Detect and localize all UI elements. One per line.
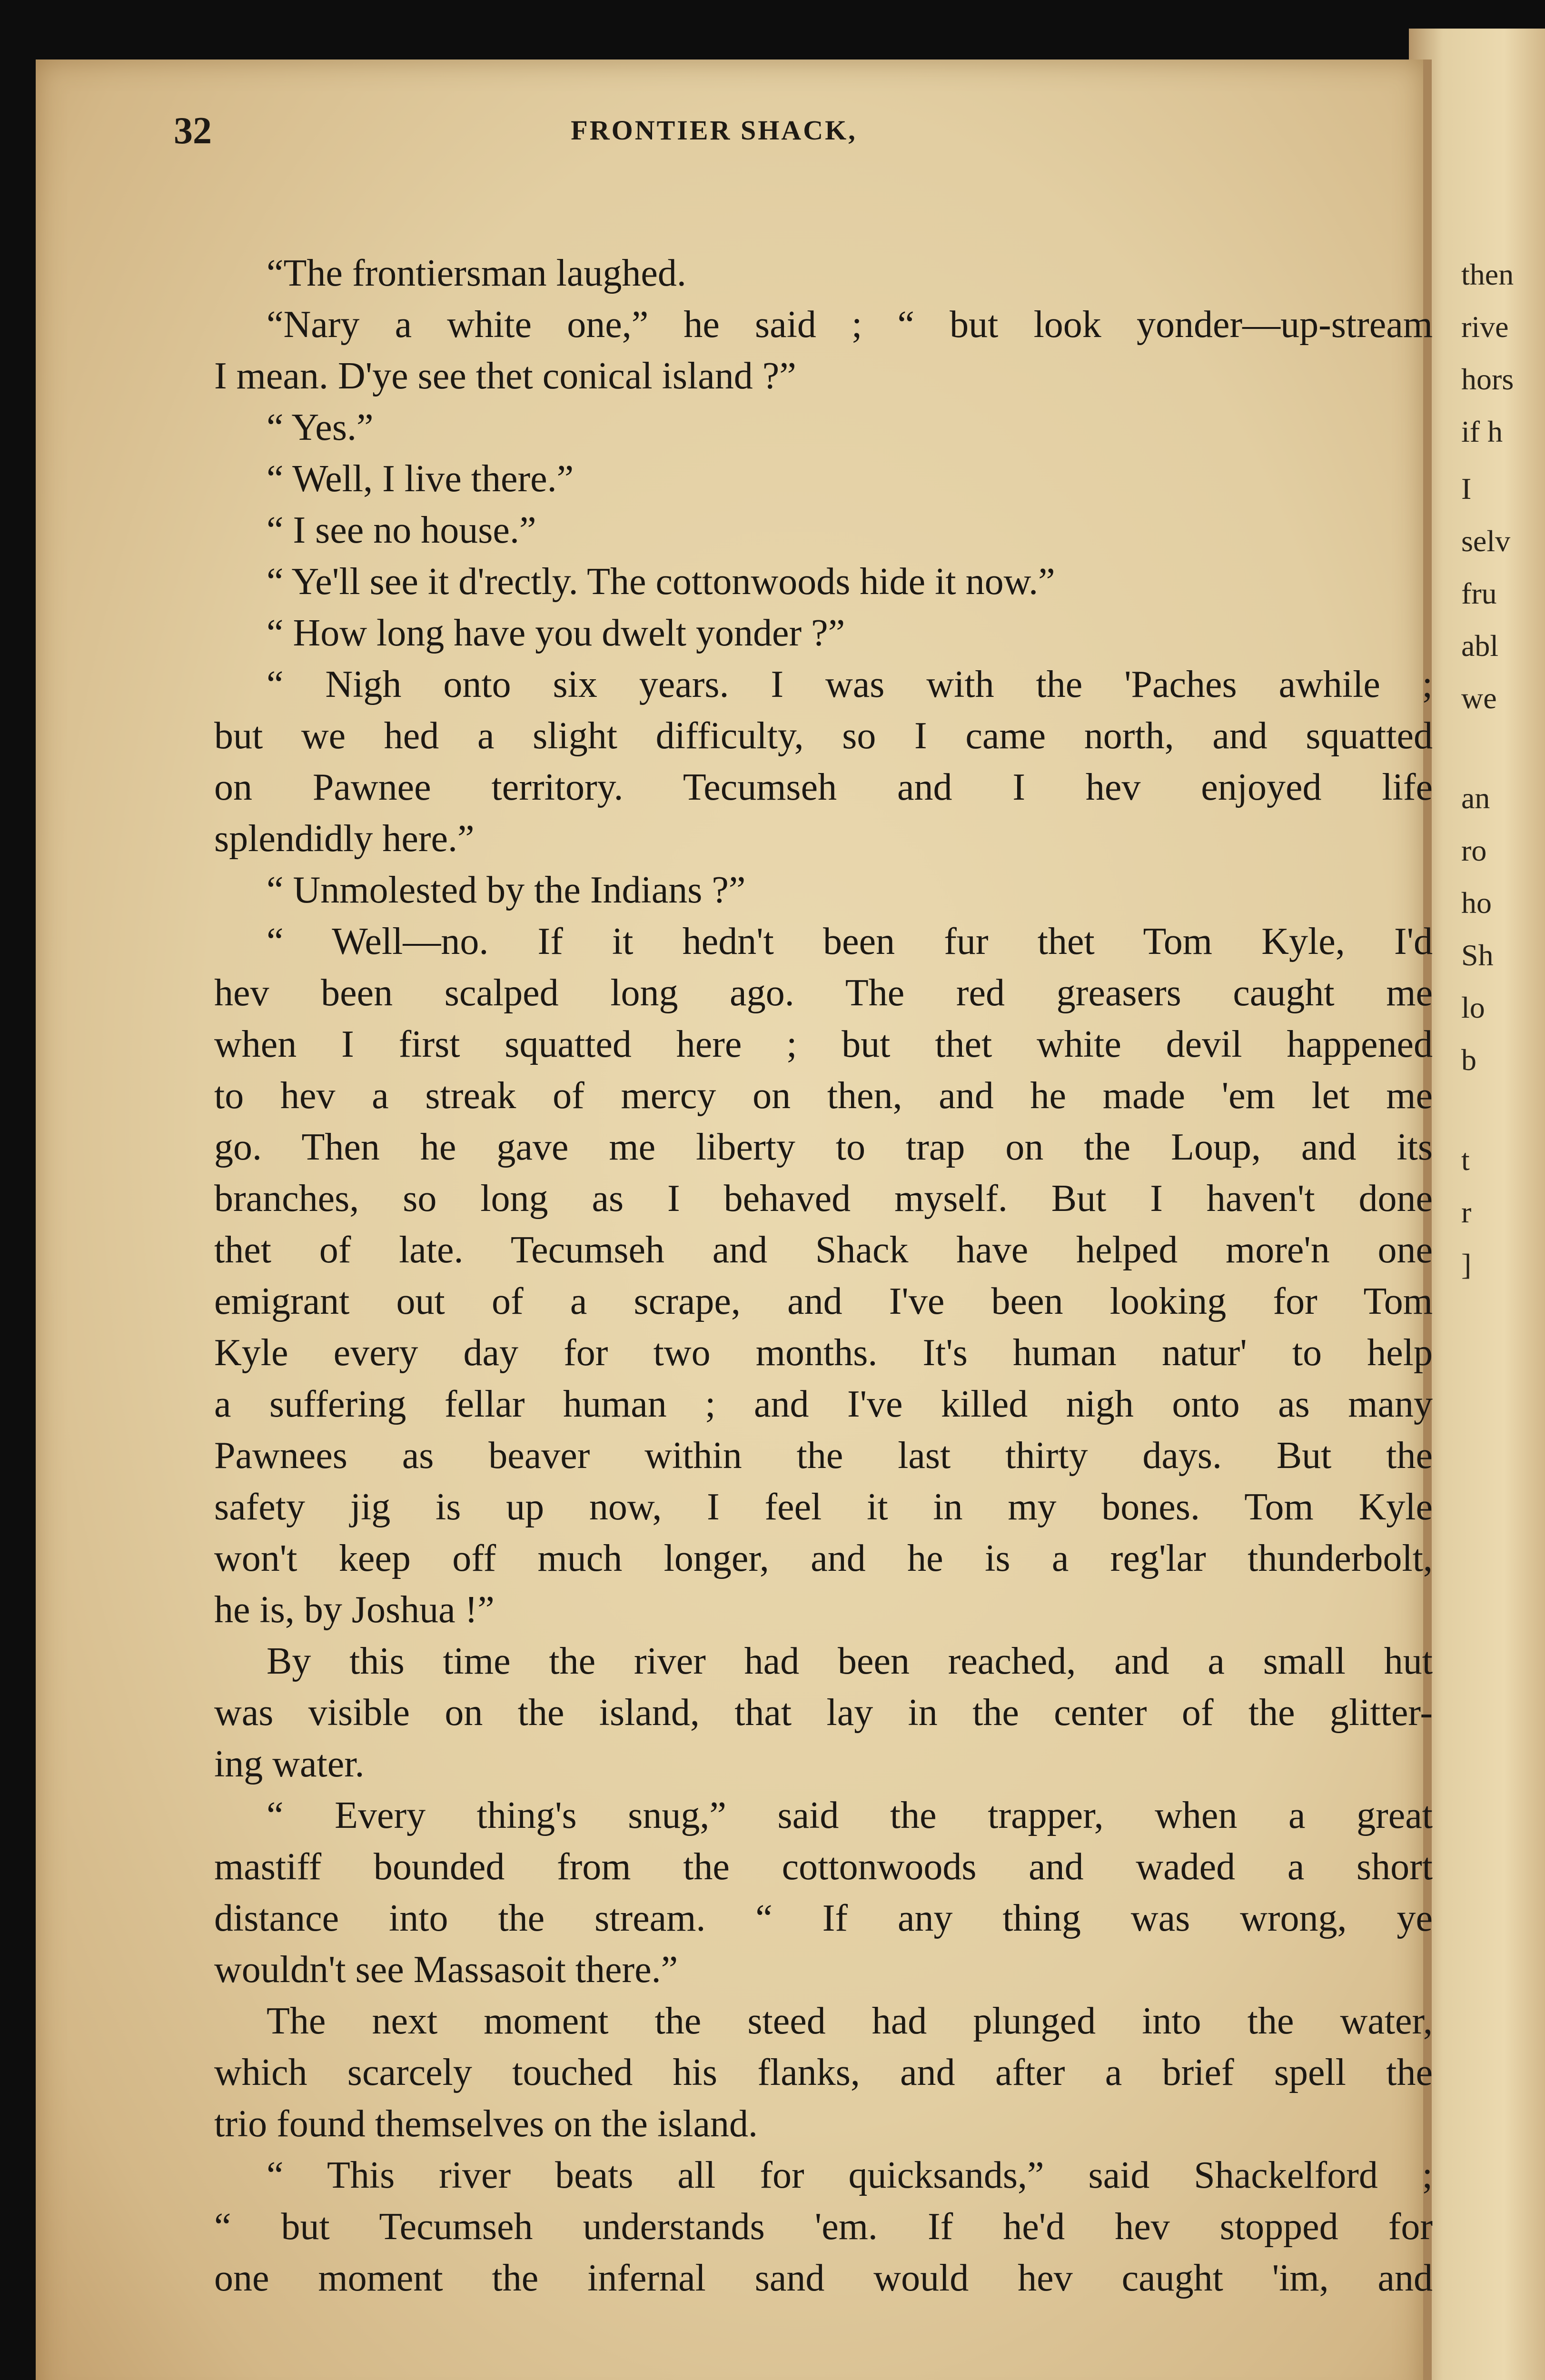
next-page-fragment: if h	[1461, 415, 1503, 448]
text-line: was visible on the island, that lay in the center of the glitter-	[214, 1692, 1433, 1734]
running-head-title: FRONTIER SHACK,	[571, 115, 857, 146]
next-page-fragment: lo	[1461, 991, 1485, 1024]
text-line: to hev a streak of mercy on then, and he made 'em let me	[214, 1075, 1433, 1117]
text-line: go. Then he gave me liberty to trap on the Loup, and its	[214, 1126, 1433, 1168]
text-line: “ Yes.”	[267, 407, 374, 448]
next-page-fragment: hors	[1461, 362, 1514, 396]
page-number: 32	[174, 110, 212, 152]
body-text	[214, 248, 1433, 2304]
text-line: “ I see no house.”	[267, 509, 536, 551]
text-line: emigrant out of a scrape, and I've been looking for Tom	[214, 1280, 1433, 1322]
text-line: I mean. D'ye see thet conical island ?”	[214, 355, 796, 397]
text-line: hev been scalped long ago. The red greasers caught me	[214, 972, 1433, 1014]
text-line: one moment the infernal sand would hev caught 'im, and	[214, 2257, 1433, 2299]
text-line: branches, so long as I behaved myself. But I haven't done	[214, 1178, 1433, 1220]
text-line: but we hed a slight difficulty, so I came north, and squatted	[214, 715, 1433, 757]
text-line: The next moment the steed had plunged into the water,	[267, 2000, 1433, 2042]
next-page-fragment: we	[1461, 681, 1497, 715]
text-line: Kyle every day for two months. It's human natur' to help	[214, 1332, 1433, 1374]
next-page-fragment: rive	[1461, 310, 1509, 344]
text-line: he is, by Joshua !”	[214, 1589, 495, 1631]
text-line: a suffering fellar human ; and I've killed nigh onto as many	[214, 1383, 1433, 1425]
text-line: ing water.	[214, 1743, 365, 1785]
next-page-fragment: b	[1461, 1043, 1476, 1077]
next-page-fragment: ro	[1461, 833, 1487, 867]
text-line: wouldn't see Massasoit there.”	[214, 1949, 678, 1991]
text-line: “ Unmolested by the Indians ?”	[267, 869, 746, 911]
text-line: on Pawnee territory. Tecumseh and I hev enjoyed life	[214, 766, 1433, 808]
text-line: trio found themselves on the island.	[214, 2103, 758, 2145]
next-page-fragment: I	[1461, 472, 1472, 506]
next-page-fragment: t	[1461, 1143, 1470, 1177]
text-line: “ How long have you dwelt yonder ?”	[267, 612, 845, 654]
text-line: “ Nigh onto six years. I was with the 'Paches awhile ;	[267, 664, 1433, 705]
next-page-fragment: selv	[1461, 524, 1511, 558]
text-line: “ Well, I live there.”	[267, 458, 574, 500]
text-line: when I first squatted here ; but thet white devil happened	[214, 1023, 1433, 1065]
text-line: splendidly here.”	[214, 818, 475, 860]
text-line: mastiff bounded from the cottonwoods and waded a short	[214, 1846, 1433, 1888]
text-line: Pawnees as beaver within the last thirty days. But the	[214, 1435, 1433, 1477]
text-line: safety jig is up now, I feel it in my bones. Tom Kyle	[214, 1486, 1433, 1528]
text-line: “ Ye'll see it d'rectly. The cottonwoods hide it now.”	[267, 561, 1055, 603]
text-line: “ This river beats all for quicksands,” said Shackelford ;	[267, 2154, 1433, 2196]
text-line: “The frontiersman laughed.	[267, 252, 686, 294]
text-line: “ Well—no. If it hedn't been fur thet Tom Kyle, I'd	[267, 921, 1433, 962]
text-line: “ Every thing's snug,” said the trapper, when a great	[267, 1795, 1433, 1836]
text-line: won't keep off much longer, and he is a reg'lar thunderbolt,	[214, 1537, 1433, 1579]
text-line: By this time the river had been reached, and a small hut	[267, 1640, 1433, 1682]
text-line: “ but Tecumseh understands 'em. If he'd hev stopped for	[214, 2206, 1433, 2248]
next-page-fragment: Sh	[1461, 938, 1494, 972]
next-page-fragment: r	[1461, 1195, 1472, 1229]
next-page-fragment: then	[1461, 258, 1514, 291]
next-page-fragment: abl	[1461, 629, 1499, 663]
next-page-fragment: fru	[1461, 576, 1497, 610]
text-line: which scarcely touched his flanks, and after a brief spell the	[214, 2052, 1433, 2093]
text-line: “Nary a white one,” he said ; “ but look yonder—up-stream	[267, 304, 1433, 346]
next-page-fragment: an	[1461, 781, 1490, 815]
next-page-fragment: ]	[1461, 1248, 1472, 1281]
text-line: thet of late. Tecumseh and Shack have helped more'n one	[214, 1229, 1433, 1271]
text-line: distance into the stream. “ If any thing was wrong, ye	[214, 1897, 1433, 1939]
next-page-fragment: ho	[1461, 886, 1492, 920]
